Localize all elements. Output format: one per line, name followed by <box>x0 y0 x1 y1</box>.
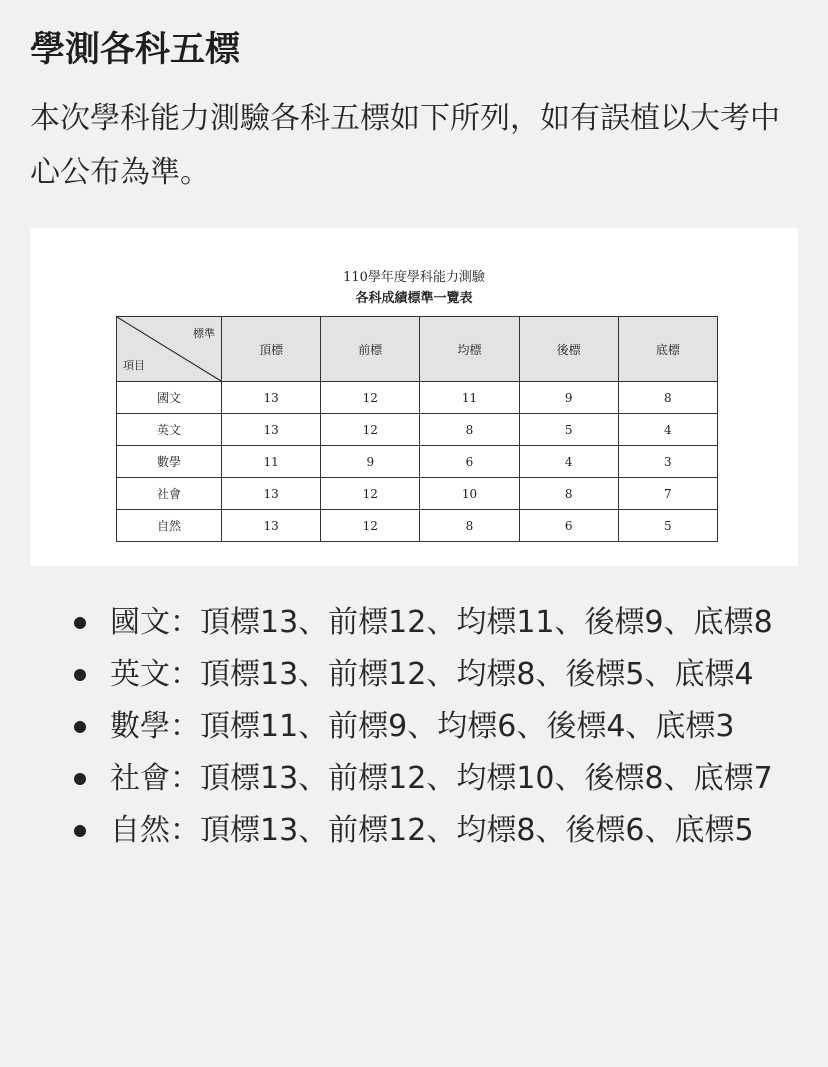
bullet-icon <box>74 773 86 785</box>
intro-paragraph: 本次學科能力測驗各科五標如下所列，如有誤植以大考中心公布為準。 <box>30 101 780 190</box>
table-corner-cell <box>117 317 222 382</box>
score-cell: 6 <box>420 446 519 478</box>
column-header-average: 均標 <box>420 317 519 382</box>
list-item <box>0 649 800 701</box>
list-item-text: 英文：頂標13、前標12、均標8、後標5、底標4 <box>110 657 754 692</box>
score-cell: 8 <box>420 414 519 446</box>
bullet-icon <box>74 617 86 629</box>
list-item <box>0 597 800 649</box>
subject-cell: 社會 <box>117 478 222 510</box>
list-item-text: 社會：頂標13、前標12、均標10、後標8、底標7 <box>110 761 773 796</box>
score-cell: 5 <box>519 414 618 446</box>
score-cell: 12 <box>321 382 420 414</box>
list-item <box>0 701 800 753</box>
score-cell: 6 <box>519 510 618 542</box>
table-header-row <box>117 317 718 382</box>
subject-cell: 英文 <box>117 414 222 446</box>
column-header-back: 後標 <box>519 317 618 382</box>
score-cell: 13 <box>222 478 321 510</box>
bullet-icon <box>74 669 86 681</box>
subject-cell: 自然 <box>117 510 222 542</box>
table-row <box>117 382 718 414</box>
score-table-image <box>30 228 798 566</box>
column-header-front: 前標 <box>321 317 420 382</box>
score-cell: 3 <box>618 446 717 478</box>
score-standards-table <box>116 316 718 542</box>
table-row <box>117 414 718 446</box>
score-cell: 4 <box>519 446 618 478</box>
corner-label-subject: 項目 <box>123 359 145 372</box>
list-item <box>0 805 800 857</box>
score-cell: 8 <box>519 478 618 510</box>
score-cell: 11 <box>222 446 321 478</box>
score-cell: 9 <box>321 446 420 478</box>
score-summary-list <box>0 597 800 857</box>
table-row <box>117 478 718 510</box>
score-cell: 8 <box>618 382 717 414</box>
score-cell: 13 <box>222 510 321 542</box>
corner-label-standard: 標準 <box>193 327 215 340</box>
score-cell: 5 <box>618 510 717 542</box>
column-header-top: 頂標 <box>222 317 321 382</box>
table-row <box>117 446 718 478</box>
table-title-line2: 各科成績標準一覽表 <box>355 291 473 306</box>
score-cell: 9 <box>519 382 618 414</box>
list-item-text: 自然：頂標13、前標12、均標8、後標6、底標5 <box>110 813 754 848</box>
score-cell: 10 <box>420 478 519 510</box>
subject-cell: 國文 <box>117 382 222 414</box>
score-cell: 12 <box>321 510 420 542</box>
score-cell: 8 <box>420 510 519 542</box>
score-cell: 7 <box>618 478 717 510</box>
subject-cell: 數學 <box>117 446 222 478</box>
column-header-bottom: 底標 <box>618 317 717 382</box>
score-cell: 12 <box>321 478 420 510</box>
list-item-text: 數學：頂標11、前標9、均標6、後標4、底標3 <box>110 709 735 744</box>
table-row <box>117 510 718 542</box>
score-cell: 12 <box>321 414 420 446</box>
article-heading: 學測各科五標 <box>30 30 241 70</box>
score-cell: 11 <box>420 382 519 414</box>
bullet-icon <box>74 825 86 837</box>
table-title-line1: 110學年度學科能力測驗 <box>343 270 485 285</box>
list-item-text: 國文：頂標13、前標12、均標11、後標9、底標8 <box>110 605 773 640</box>
score-cell: 4 <box>618 414 717 446</box>
list-item <box>0 753 800 805</box>
score-cell: 13 <box>222 382 321 414</box>
score-cell: 13 <box>222 414 321 446</box>
bullet-icon <box>74 721 86 733</box>
